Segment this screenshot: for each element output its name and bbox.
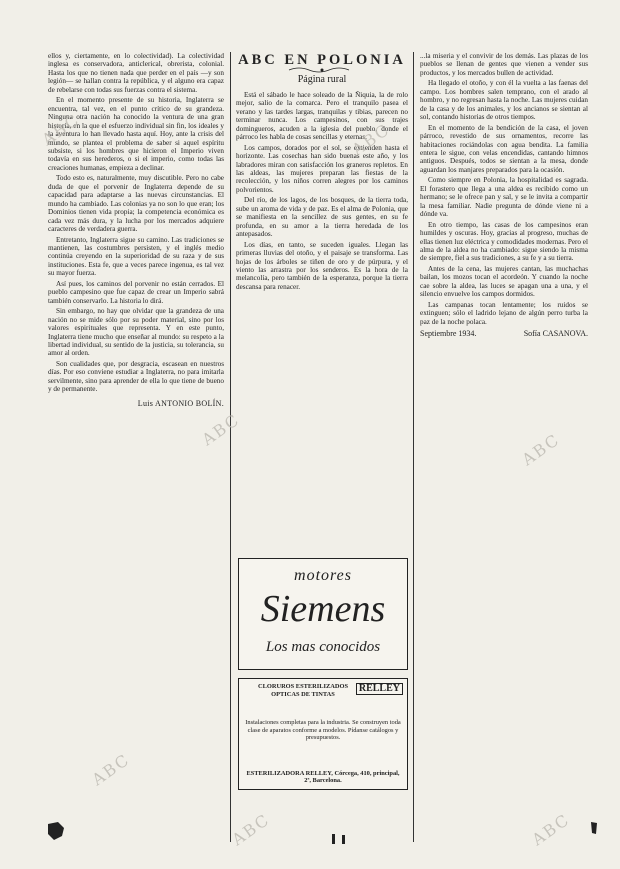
left-paragraph: ellos y, ciertamente, en lo colectividad). La colectividad inglesa es conservadora, anticlerical, obrerista, colonial. Hasta los que no tienen nada que perder en el país —y son legión— se hallan contra la república, y el alguno era capaz de rebelarse con todas sus fuerzas contra el sistema. [48, 52, 224, 94]
article-subhead: Página rural [297, 74, 347, 86]
middle-paragraph: Del río, de los lagos, de los bosques, de la tierra toda, sube un aroma de vida y de paz. Es el alma de Polonia, que se manifiesta en la sencillez de sus gentes, en su fe profunda, en su amor a la tierra heredada de los antepasados. [236, 196, 408, 239]
watermark: ABC [38, 109, 84, 150]
right-paragraph: En otro tiempo, las casas de los campesinos eran humildes y oscuras. Hoy, gracias al progreso, muchas de ellas tienen luz eléctrica y comodidades modernas. Pero el alma de la aldea no ha cambiado: sigue siendo la misma de siempre, fiel a sus tradiciones, a su fe y a su tierra. [420, 220, 588, 263]
watermark: ABC [88, 749, 134, 790]
ad-body: Instalaciones completas para la industria. Se construyen toda clase de aparatos conforme a modelos. Pídanse catálogos y presupuestos. [245, 719, 401, 742]
ad-slogan: Los mas conocidos [265, 639, 381, 655]
watermark: ABC [518, 429, 564, 470]
ad-footer: ESTERILIZADORA RELLEY, Córcega, 410, principal, 2ª, Barcelona. [246, 769, 400, 785]
ink-mark [588, 820, 600, 836]
ad-logo: RELLEY [356, 683, 403, 695]
right-paragraph: Como siempre en Polonia, la hospitalidad es sagrada. El forastero que llega a una aldea es recibido como un hermano; se le ofrece pan y sal, y se le invita a compartir la mesa familiar. Nadie pregunta de dónde viene ni a dónde va. [420, 176, 588, 219]
middle-paragraph: Los días, en tanto, se suceden iguales. Llegan las primeras lluvias del otoño, y el paisaje se transforma. Las hojas de los árboles se tiñen de oro y de púrpura, y el viento las arrastra por los senderos. Es la hora de la melancolía, pero también de la esperanza, porque la tierra descansa para renacer. [236, 240, 408, 291]
ad-brand-logo: Siemens [260, 588, 386, 630]
right-column [420, 52, 588, 339]
middle-column [236, 54, 408, 293]
right-paragraph: Las campanas tocan lentamente; los ruidos se extinguen; sólo el ladrido lejano de algún perro turba la paz de la noche polaca. [420, 300, 588, 326]
date-signature-line [420, 330, 588, 338]
left-paragraph: Entretanto, Inglaterra sigue su camino. Las tradiciones se mantienen, las costumbres persisten, y el inglés medio continúa creyendo en la superioridad de su raza y de sus instituciones. Esta fe, que a veces parece ingenua, es tal vez su mayor fuerza. [48, 235, 224, 278]
ink-mark [330, 832, 352, 846]
left-paragraph: Así pues, los caminos del porvenir no están cerrados. El pueblo campesino que fue capaz de crear un Imperio sabrá también conservarlo. La historia lo dirá. [48, 279, 224, 305]
relley-advertisement [238, 678, 408, 790]
article-date: Septiembre 1934. [420, 329, 477, 339]
watermark: ABC [528, 809, 574, 850]
watermark: ABC [198, 409, 244, 450]
ink-blot [44, 820, 68, 842]
ad-header: CLORUROS ESTERILIZADOS OPTICAS DE TINTAS [257, 683, 349, 698]
section-masthead: ABC EN POLONIA [238, 52, 406, 68]
siemens-advertisement [238, 558, 408, 670]
column-rule [413, 52, 414, 842]
left-column [48, 52, 224, 408]
ad-tagline: motores [294, 567, 352, 584]
middle-paragraph: Está el sábado le hace soleado de la Ñiquia, la de rolo mejor, salio de la comarca. Pero el tranquilo pasea el verano y las tardes largas, tranquilas y tibias, parecen no terminar nunca. Los campesinos, con sus trajes domingueros, acuden a la iglesia del pueblo, donde el párroco les habla de cosas sencillas y eternas. [236, 90, 408, 142]
middle-paragraph: Los campos, dorados por el sol, se extienden hasta el horizonte. Las cosechas han sido buenas este año, y los labradores miran con satisfacción los graneros repletos. En las aldeas, las mujeres preparan las fiestas de la recolección, y los niños corren alegres por los caminos polvorientos. [236, 143, 408, 194]
column-rule [230, 52, 231, 842]
left-paragraph: Todo esto es, naturalmente, muy discutible. Pero no cabe duda de que el porvenir de Inglaterra depende de su capacidad para adaptarse a las nuevas circunstancias. El mundo ha cambiado. Las colonias ya no son lo que eran; los Dominios tienen vida propia; la competencia económica es cada vez más dura, y la lucha por los mercados adquiere caracteres de verdadera guerra. [48, 174, 224, 234]
left-paragraph: Son cualidades que, por desgracia, escasean en nuestros días. Por eso conviene estudiar a Inglaterra, no para imitarla servilmente, sino para aprender de ella lo que tiene de bueno y de permanente. [48, 359, 224, 394]
right-paragraph: En el momento de la bendición de la casa, el joven párroco, revestido de sus ornamentos, recorre las habitaciones rociándolas con agua bendita. La familia entera le sigue, con velas encendidas, cantando himnos antiguos. Después, todos se sientan a la mesa, donde aguardan los manjares preparados para la ocasión. [420, 123, 588, 174]
article-signature: Sofía CASANOVA. [523, 329, 588, 339]
left-paragraph: En el momento presente de su historia, Inglaterra se encuentra, tal vez, en el punto crítico de su grandeza. Ninguna otra nación ha conocido la ventura de una gran historia, en la que el esfuerzo individual sin fin, los ideales y la aventura lo han llevado hasta aquí. Hoy, ante la crisis del mundo, se plantea el problema de saber si aquel espíritu subsiste, si los hombres que hicieron el Imperio viven todavía en sus herederos, o si el imperio, como todas las creaciones humanas, empieza a declinar. [48, 96, 224, 172]
watermark: ABC [228, 809, 274, 850]
watermark: ABC [348, 119, 394, 160]
right-paragraph: Ha llegado el otoño, y con él la vuelta a las faenas del campo. Los hombres salen temprano, con el arado al hombro, y no regresan hasta la noche. Las mujeres cuidan de la casa y de los animales, y los ancianos se sientan al sol, contando historias de otros tiempos. [420, 79, 588, 122]
right-paragraph: Antes de la cena, las mujeres cantan, las muchachas bailan, los mozos tocan el acordeón. Y cuando la noche cae sobre la aldea, las luces se apagan una a una, y el silencio envuelve los campos dormidos. [420, 264, 588, 299]
byline: Luis ANTONIO BOLÍN. [137, 398, 224, 408]
left-paragraph: Sin embargo, no hay que olvidar que la grandeza de una nación no se mide sólo por su poder material, sino por los valores espirituales que representa. Y en este punto, Inglaterra tiene mucho que enseñar al mundo: su respeto a la libertad individual, su sentido de la justicia, su tolerancia, su amor al orden. [48, 307, 224, 358]
right-paragraph: ...la miseria y el convivir de los demás. Las plazas de los pueblos se llenan de gentes que vienen a vender sus productos, y los mercados bullen de actividad. [420, 52, 588, 77]
